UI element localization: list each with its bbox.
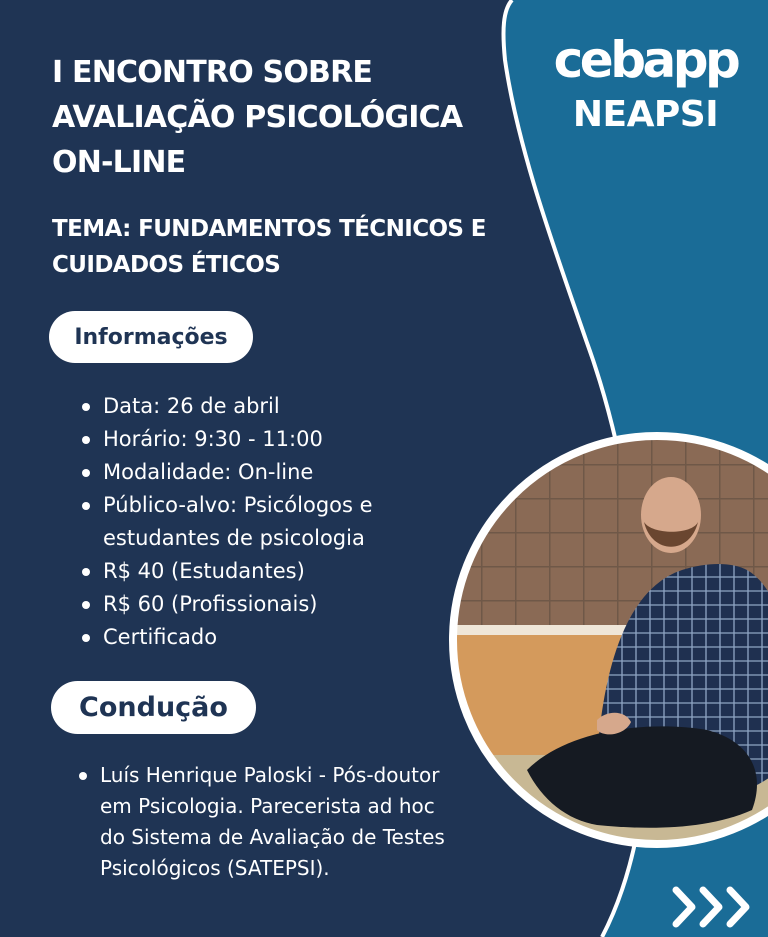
info-item-date: Data: 26 de abril	[78, 390, 458, 423]
event-title	[52, 50, 512, 185]
neapsi-logo: NEAPSI	[572, 94, 719, 135]
cebapp-logo: cebapp	[553, 31, 738, 89]
info-item-audience: Público-alvo: Psicólogos e estudantes de psicologia	[78, 489, 458, 555]
event-theme-line: CUIDADOS ÉTICOS	[52, 252, 281, 278]
conducao-heading-pill: Condução	[51, 681, 256, 734]
conducao-list	[75, 760, 445, 884]
info-item-modality: Modalidade: On-line	[78, 456, 458, 489]
info-list	[78, 390, 458, 654]
triple-chevron-right-icon	[672, 884, 756, 930]
conducao-item-speaker: Luís Henrique Paloski - Pós-doutor em Psicologia. Parecerista ad hoc do Sistema de Avaliação de Testes Psicológicos (SATEPSI).	[75, 760, 445, 884]
event-theme	[52, 211, 512, 283]
event-title-line: I ENCONTRO SOBRE	[52, 55, 373, 90]
speaker-photo	[447, 430, 768, 850]
event-theme-line: TEMA: FUNDAMENTOS TÉCNICOS E	[52, 216, 486, 242]
info-item-certificate: Certificado	[78, 621, 458, 654]
event-title-line: ON-LINE	[52, 145, 186, 180]
info-item-time: Horário: 9:30 - 11:00	[78, 423, 458, 456]
event-title-line: AVALIAÇÃO PSICOLÓGICA	[52, 100, 463, 135]
info-item-price-students: R$ 40 (Estudantes)	[78, 555, 458, 588]
info-item-price-professionals: R$ 60 (Profissionais)	[78, 588, 458, 621]
info-heading-pill: Informações	[49, 311, 253, 363]
